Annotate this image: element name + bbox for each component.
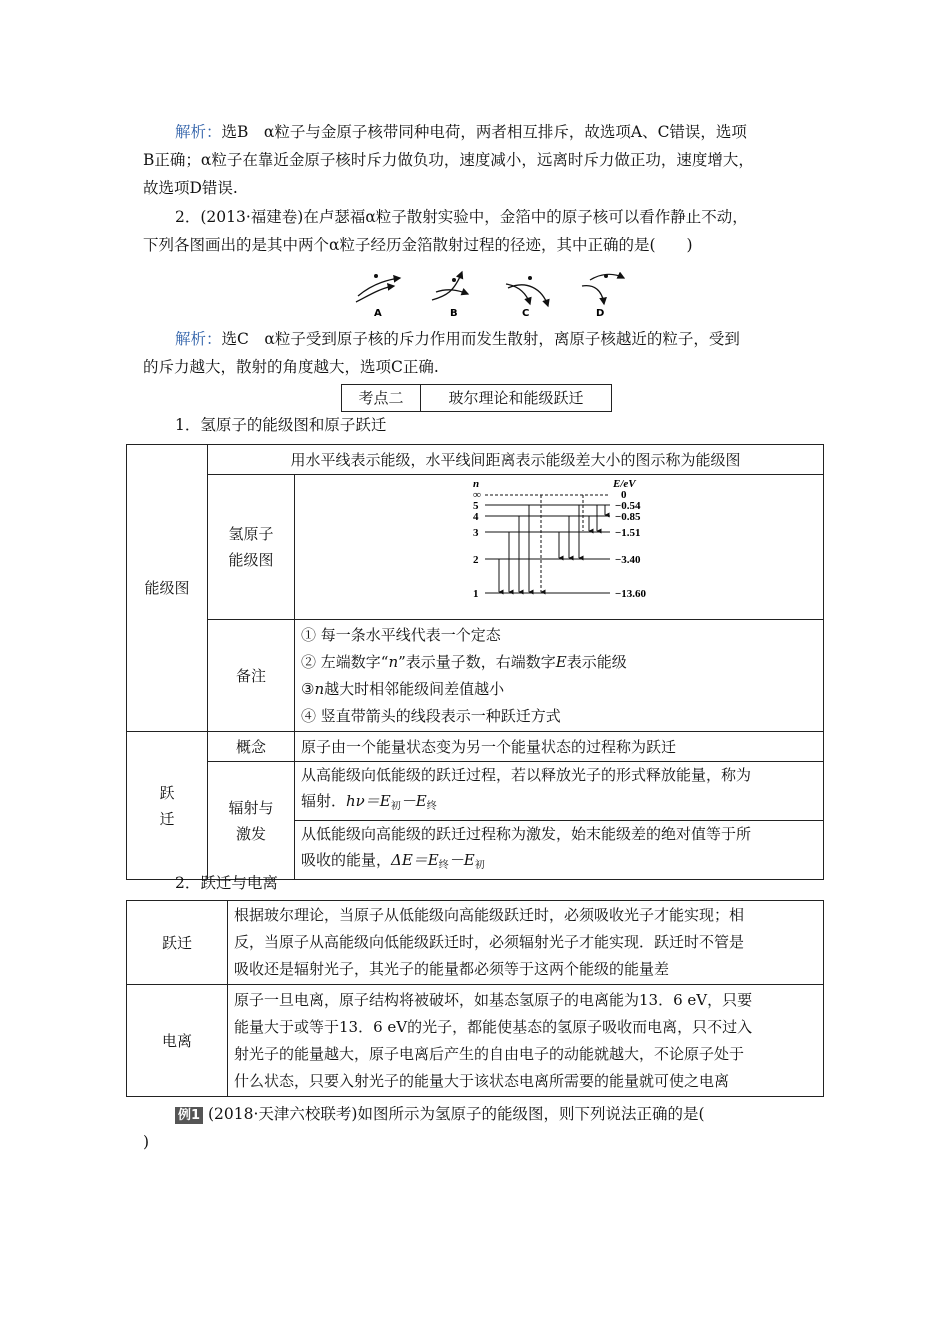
section-title: 玻尔理论和能级跃迁 bbox=[448, 389, 584, 407]
note-2: ② 左端数字“n”表示量子数，右端数字E表示能级 bbox=[301, 652, 627, 671]
row-energy-diagram-label: 能级图 bbox=[127, 445, 208, 732]
energy-diagram-definition: 用水平线表示能级，水平线间距离表示能级差大小的图示称为能级图 bbox=[208, 445, 824, 475]
level-n-5: 5 bbox=[473, 500, 479, 512]
radiation-excitation-label: 辐射与 激发 bbox=[208, 762, 295, 880]
energy-diagram-cell bbox=[295, 475, 824, 620]
ionization-row-label: 电离 bbox=[127, 985, 228, 1097]
level-e-4: −0.85 bbox=[615, 511, 641, 523]
level-n-3: 3 bbox=[473, 527, 479, 539]
analysis2-line1: 解析：选C α粒子受到原子核的斥力作用而发生散射，离原子核越近的粒子，受到 bbox=[175, 330, 740, 348]
analysis-label: 解析： bbox=[175, 330, 222, 348]
note-3: ③n越大时相邻能级间差值越小 bbox=[301, 679, 505, 698]
level-e-1: −13.60 bbox=[615, 588, 647, 600]
energy-level-table bbox=[126, 444, 824, 880]
radiation-formula: hν＝E bbox=[346, 792, 391, 810]
level-e-2: −3.40 bbox=[615, 554, 641, 566]
concept-label: 概念 bbox=[208, 732, 295, 762]
excitation-formula: ΔE＝E bbox=[391, 851, 439, 869]
example1-line2: ) bbox=[143, 1133, 150, 1151]
ionization-row-text: 原子一旦电离，原子结构将被破坏，如基态氢原子的电离能为13．6 eV，只要 能量大于或等于13．6 eV的光子，都能使基态的氢原子吸收而电离，只不过入 射光子的能量越大，原子电离后产生的自由电子的动能就越大，不论原子处于 什么状态，只要入射光子的能量大于该状态电离所需要的能量就可使之电离 bbox=[228, 985, 824, 1097]
question2-line2: 下列各图画出的是其中两个α粒子经历金箔散射过程的径迹，其中正确的是( ) bbox=[143, 236, 693, 254]
note-1: ① 每一条水平线代表一个定态 bbox=[301, 625, 501, 644]
analysis1-line3: 故选项D错误. bbox=[143, 179, 238, 197]
hydrogen-energy-level-diagram bbox=[295, 475, 823, 611]
option-c-trajectory bbox=[506, 276, 548, 319]
section-title-box bbox=[341, 384, 612, 412]
analysis2-line2: 的斥力越大，散射的角度越大，选项C正确. bbox=[143, 358, 439, 376]
option-d-label: D bbox=[596, 308, 605, 319]
transition-arrows bbox=[499, 495, 605, 592]
note-4: ④ 竖直带箭头的线段表示一种跃迁方式 bbox=[301, 706, 561, 725]
level-n-1: 1 bbox=[473, 588, 479, 600]
option-a-trajectory bbox=[356, 274, 400, 319]
option-c-label: C bbox=[522, 308, 530, 319]
n-axis-label: n bbox=[473, 478, 480, 490]
hydrogen-diagram-label: 氢原子 能级图 bbox=[208, 475, 295, 620]
notes-label: 备注 bbox=[208, 620, 295, 732]
heading-transition-ionization: 2．跃迁与电离 bbox=[175, 874, 278, 892]
transition-row-label: 跃迁 bbox=[127, 901, 228, 985]
level-e-3: −1.51 bbox=[615, 527, 641, 539]
level-e-0: 0 bbox=[621, 489, 627, 501]
concept-text: 原子由一个能量状态变为另一个能量状态的过程称为跃迁 bbox=[295, 732, 824, 762]
transition-ionization-table bbox=[126, 900, 824, 1097]
level-n-4: 4 bbox=[473, 511, 479, 523]
option-b-trajectory bbox=[432, 272, 468, 319]
scattering-options-figure bbox=[350, 266, 630, 322]
transition-row-text: 根据玻尔理论，当原子从低能级向高能级跃迁时，必须吸收光子才能实现；相 反，当原子从高能级向低能级跃迁时，必须辐射光子才能实现．跃迁时不管是 吸收还是辐射光子，其光子的能量都必须等于这两个能级的能量差 bbox=[228, 901, 824, 985]
row-transition-label: 跃 迁 bbox=[127, 732, 208, 880]
radiation-text: 从高能级向低能级的跃迁过程，若以释放光子的形式释放能量，称为 辐射．$h\nu=E_初-E_终$ bbox=[295, 762, 824, 821]
option-d-trajectory bbox=[582, 274, 624, 319]
level-n-2: 2 bbox=[473, 554, 479, 566]
heading-energy-levels: 1．氢原子的能级图和原子跃迁 bbox=[175, 416, 387, 434]
analysis-label: 解析： bbox=[175, 123, 222, 141]
option-a-label: A bbox=[374, 308, 382, 319]
section-number: 考点二 bbox=[342, 385, 421, 411]
level-n-inf: ∞ bbox=[473, 489, 481, 501]
level-e-5: −0.54 bbox=[615, 500, 641, 512]
option-b-label: B bbox=[450, 308, 458, 319]
question2-line1: 2．(2013·福建卷)在卢瑟福α粒子散射实验中，金箔中的原子核可以看作静止不动， bbox=[175, 208, 748, 226]
excitation-text: 从低能级向高能级的跃迁过程称为激发，始末能级差的绝对值等于所 吸收的能量，$\Delta E=E_终-E_初$ bbox=[295, 821, 824, 880]
analysis1-line2: B正确；α粒子在靠近金原子核时斥力做负功，速度减小，远离时斥力做正功，速度增大， bbox=[143, 151, 754, 169]
example-badge: 例1 bbox=[175, 1107, 203, 1124]
example1-line1: 例1 (2018·天津六校联考)如图所示为氢原子的能级图，则下列说法正确的是( bbox=[175, 1103, 705, 1125]
e-axis-label: E/eV bbox=[613, 478, 636, 490]
analysis1-line1: 解析：选B α粒子与金原子核带同种电荷，两者相互排斥，故选项A、C错误，选项 bbox=[175, 123, 747, 141]
notes-cell bbox=[295, 620, 824, 732]
